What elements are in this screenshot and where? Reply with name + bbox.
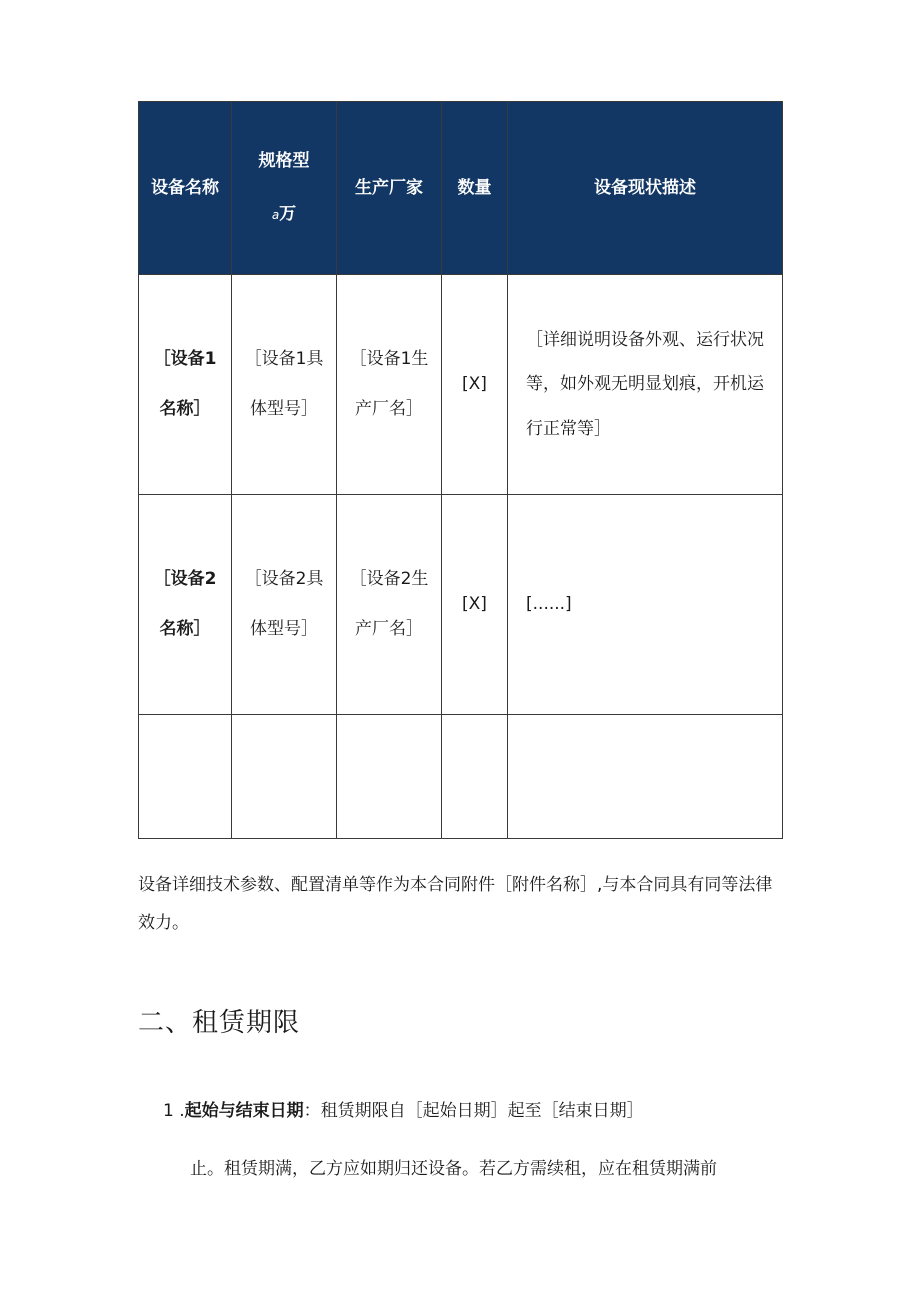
header-qty: 数量	[442, 102, 508, 275]
clause-title: 起始与结束日期	[184, 1101, 304, 1121]
header-name: 设备名称	[139, 102, 232, 275]
cell-desc: [......]	[508, 495, 783, 715]
cell-model	[232, 715, 337, 839]
cell-qty: [X]	[442, 495, 508, 715]
table-header-row	[139, 102, 783, 275]
clause-1-continuation: 止。租赁期满，乙方应如期归还设备。若乙方需续租，应在租赁期满前	[190, 1159, 717, 1179]
header-spec: 规格型 a万	[232, 102, 337, 275]
cell-maker: ［设备1生产厂名］	[337, 275, 442, 495]
cell-name	[139, 715, 232, 839]
header-desc: 设备现状描述	[508, 102, 783, 275]
cell-model: ［设备1具体型号］	[232, 275, 337, 495]
cell-model: ［设备2具体型号］	[232, 495, 337, 715]
cell-maker: ［设备2生产厂名］	[337, 495, 442, 715]
cell-qty	[442, 715, 508, 839]
table-row	[139, 275, 783, 495]
cell-maker	[337, 715, 442, 839]
header-maker: 生产厂家	[337, 102, 442, 275]
clause-1	[163, 1092, 793, 1130]
cell-name: ［设备1名称］	[139, 275, 232, 495]
cell-desc	[508, 715, 783, 839]
cell-desc: ［详细说明设备外观、运行状况等，如外观无明显划痕，开机运行正常等］	[508, 275, 783, 495]
equipment-table	[138, 101, 783, 839]
cell-qty: [X]	[442, 275, 508, 495]
clause-text: ：租赁期限自［起始日期］起至［结束日期］	[303, 1101, 644, 1121]
attachment-paragraph: 设备详细技术参数、配置清单等作为本合同附件［附件名称］,与本合同具有同等法律效力。	[138, 875, 773, 933]
cell-name: ［设备2名称］	[139, 495, 232, 715]
table-row	[139, 495, 783, 715]
section-heading: 二、租赁期限	[138, 1008, 301, 1038]
table-row-empty	[139, 715, 783, 839]
clause-number: 1 .	[163, 1101, 185, 1121]
